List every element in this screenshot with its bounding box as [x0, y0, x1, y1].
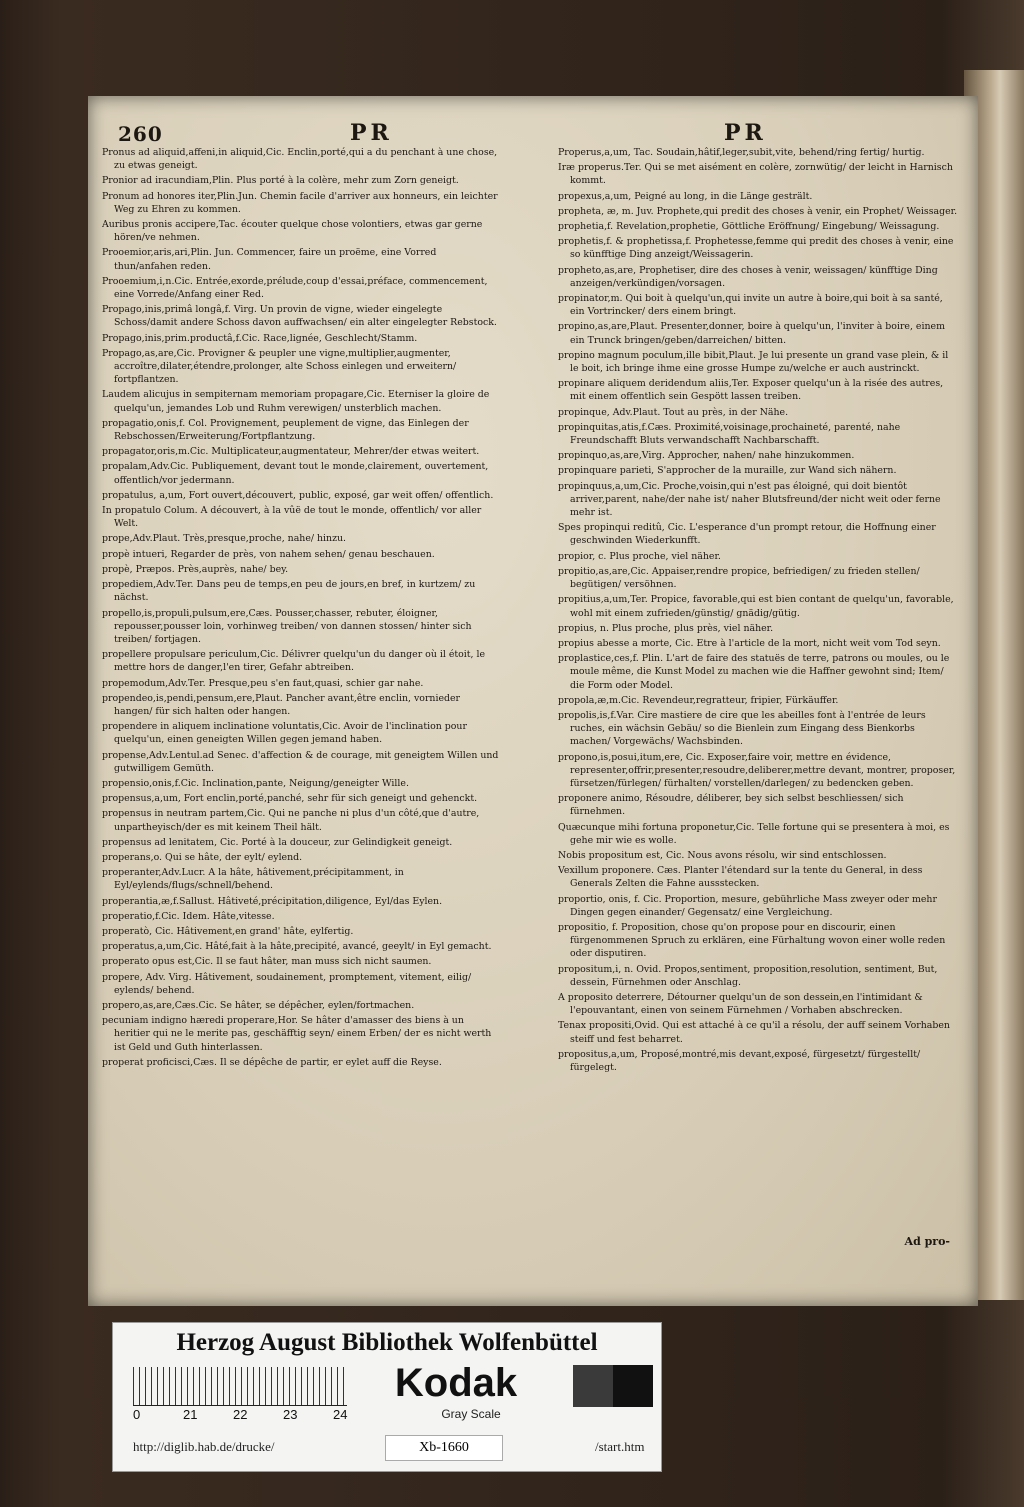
dictionary-entry: propediem,Adv.Ter. Dans peu de temps,en peu de jours,en bref, in kurtzem/ zu nächst.: [102, 579, 476, 604]
dictionary-entry: pecuniam indigno hæredi properare,Hor. Se hâter d'amasser des biens à un heritier qui ne le merite pas, geschäfftig seyn/ einem Erben/ der es nicht werth ist Geld und Guth hinterlassen.: [102, 1015, 492, 1053]
dictionary-entry: propagator,oris,m.Cic. Multiplicateur,augmentateur, Mehrer/der etwas weitert.: [102, 446, 480, 458]
left-column: [102, 146, 500, 1276]
dictionary-entry: propexus,a,um, Peigné au long, in die Länge gestrält.: [558, 190, 813, 202]
dictionary-entry: propinquus,a,um,Cic. Proche,voisin,qui n'est pas éloigné, qui doit bientôt arriver,parent, nahe/der nahe ist/ naher Blutsfreund/der nicht weit oder ferne mehr ist.: [558, 480, 941, 519]
dictionary-entry: In propatulo Colum. A découvert, à la vûë de tout le monde, offentlich/ vor aller Welt.: [102, 505, 482, 530]
dictionary-entry: propheto,as,are, Prophetiser, dire des choses à venir, weissagen/ künfftige Ding anzeigen/verkündigen/vorsagen.: [558, 264, 938, 289]
dictionary-entry: Pronior ad iracundiam,Plin. Plus porté à la colère, mehr zum Zorn geneigt.: [102, 175, 459, 187]
left-running-head: PR: [350, 120, 393, 146]
dictionary-entry: propendeo,is,pendi,pensum,ere,Plaut. Pancher avant,être enclin, vornieder hangen/ für sich halten oder hangen.: [102, 692, 461, 717]
dictionary-entry: properat proficisci,Cæs. Il se dépêche de partir, er eylet auff die Reyse.: [102, 1056, 442, 1068]
dictionary-entry: properatus,a,um,Cic. Hâté,fait à la hâte,precipité, avancé, geeylt/ in Eyl gemacht.: [102, 941, 492, 953]
source-url: http://diglib.hab.de/drucke/: [133, 1439, 275, 1454]
dictionary-entry: propinque, Adv.Plaut. Tout au près, in der Nähe.: [558, 406, 789, 418]
gray-swatch: [613, 1365, 653, 1407]
dictionary-entry: propheta, æ, m. Juv. Prophete,qui predit des choses à venir, ein Prophet/ Weissager.: [558, 205, 958, 217]
dictionary-entry: propense,Adv.Lentul.ad Senec. d'affection & de courage, mit geneigtem Willen und gutwilligem Gemüth.: [102, 749, 499, 774]
dictionary-entry: Pronus ad aliquid,affeni,in aliquid,Cic. Enclin,porté,qui a du penchant à une chose, zu etwas geneigt.: [102, 147, 498, 172]
dictionary-entry: Nobis propositum est, Cic. Nous avons résolu, wir sind entschlossen.: [558, 849, 887, 861]
dictionary-entry: properatio,f.Cic. Idem. Hâte,vitesse.: [102, 910, 275, 922]
dictionary-entry: Propago,inis,primâ longâ,f. Virg. Un provin de vigne, wieder eingelegte Schoss/damit andere Schoss davon auffwachsen/ ein alter eingelegter Rebstock.: [102, 304, 497, 329]
dictionary-entry: propola,æ,m.Cic. Revendeur,regratteur, fripier, Fürkäuffer.: [558, 694, 839, 706]
dictionary-entry: propendere in aliquem inclinatione voluntatis,Cic. Avoir de l'inclination pour quelqu'un, einen geneigten Willen gegen jemand haben.: [102, 721, 467, 746]
book-page: [88, 96, 978, 1306]
dictionary-entry: Propago,inis,prim.productâ,f.Cic. Race,lignée, Geschlecht/Stamm.: [102, 332, 418, 344]
dictionary-entry: Auribus pronis accipere,Tac. écouter quelque chose volontiers, etwas gar gerne hören/ve nehmen.: [102, 219, 483, 244]
dictionary-entry: Properus,a,um, Tac. Soudain,hâtif,leger,subit,vite, behend/ring fertig/ hurtig.: [558, 147, 925, 158]
dictionary-entry: propinquo,as,are,Virg. Approcher, nahen/ nahe hinzukommen.: [558, 450, 855, 462]
dictionary-entry: propolis,is,f.Var. Cire mastiere de cire que les abeilles font à l'entrée de leurs ruches, ein wächsin Gebäu/ so die Bienlein zum Eingang dess Bienkorbs machen/ Vorgewächs/ Wachsbinden.: [558, 709, 926, 748]
ruler-number: 22: [233, 1407, 248, 1422]
dictionary-entry: propinquare parieti, S'approcher de la muraille, zur Wand sich nähern.: [558, 465, 897, 477]
dictionary-entry: Quæcunque mihi fortuna proponetur,Cic. Telle fortune qui se presentera à moi, es gehe mir wie es wolle.: [558, 821, 950, 846]
dictionary-entry: propositio, f. Proposition, chose qu'on propose pour en discourir, einen fürgenommenen Spruch zu erklären, eine Fürhaltung wovon einer wolle reden oder disputiren.: [558, 921, 946, 960]
dictionary-entry: propinator,m. Qui boit à quelqu'un,qui invite un autre à boire,qui boit à sa santé, ein Vortrincker/ ders einem bringt.: [558, 293, 943, 318]
dictionary-entry: Prooemior,aris,ari,Plin. Jun. Commencer, faire un proëme, eine Vorred thun/anfahen reden.: [102, 247, 437, 272]
dictionary-entry: Tenax propositi,Ovid. Qui est attaché à ce qu'il a résolu, der auff seinem Vorhaben steiff und fest beharret.: [558, 1020, 950, 1045]
dictionary-entry: propellere propulsare periculum,Cic. Délivrer quelqu'un du danger où il étoit, le mettre hors de danger,l'en tirer, Gefahr abtreiben.: [102, 649, 486, 674]
dictionary-entry: Laudem alicujus in sempiternam memoriam propagare,Cic. Eterniser la gloire de quelqu'un, jemandes Lob und Ruhm verewigen/ unsterblich machen.: [102, 389, 490, 414]
dictionary-entry: propatulus, a,um, Fort ouvert,découvert, public, exposé, gar weit offen/ offentlich.: [102, 489, 494, 501]
shelfmark: Xb-1660: [385, 1435, 503, 1461]
dictionary-entry: properans,o. Qui se hâte, der eylt/ eylend.: [102, 851, 303, 863]
dictionary-entry: prophetis,f. & prophetissa,f. Prophetesse,femme qui predit des choses à venir, eine so künfftige Ding anzeigt/Weissagerin.: [558, 236, 954, 261]
dictionary-entry: Prooemium,i,n.Cic. Entrée,exorde,prélude,coup d'essai,préface, commencement, eine Vorrede/Anfang einer Red.: [102, 275, 488, 301]
dictionary-entry: A proposito deterrere, Détourner quelqu'un de son dessein,en l'intimidant & l'epouvantant, einen von seinem Fürnehmen / Vorhaben abschrecken.: [558, 991, 923, 1017]
dictionary-entry: propono,is,posui,itum,ere, Cic. Exposer,faire voir, mettre en évidence, representer,offrir,presenter,resoudre,deliberer,mettre devant, montrer, proposer, fürsetzen/fürlegen/ fürhalten/ vorstellen/darlegen/ zu bedencken geben.: [558, 751, 956, 789]
ruler-scale: [133, 1367, 347, 1406]
right-running-head: PR: [724, 120, 767, 146]
dictionary-entry: propius, n. Plus proche, plus près, viel näher.: [558, 622, 774, 634]
target-card: [112, 1322, 662, 1472]
dictionary-entry: propalam,Adv.Cic. Publiquement, devant tout le monde,clairement, ouvertement, offentlich/vor jedermann.: [102, 461, 489, 486]
dictionary-entry: propius abesse a morte, Cic. Etre à l'article de la mort, nicht weit vom Tod seyn.: [558, 637, 941, 649]
gray-swatch: [573, 1365, 613, 1407]
dictionary-entry: propero,as,are,Cæs.Cic. Se hâter, se dépêcher, eylen/fortmachen.: [102, 999, 415, 1011]
dictionary-entry: propè, Præpos. Près,auprès, nahe/ bey.: [102, 563, 289, 575]
dictionary-entry: proponere animo, Résoudre, déliberer, bey sich selbst beschliessen/ sich fürnehmen.: [558, 793, 904, 818]
dictionary-entry: propinare aliquem deridendum aliis,Ter. Exposer quelqu'un à la risée des autres, mit einem offentlich sein Gespött lassen treiben.: [558, 378, 944, 403]
dictionary-entry: proportio, onis, f. Cic. Proportion, mesure, gebührliche Mass zweyer oder mehr Dingen gegen einander/ Gegensatz/ eine Vergleichung.: [558, 893, 937, 918]
dictionary-entry: propensus ad lenitatem, Cic. Porté à la douceur, zur Gelindigkeit geneigt.: [102, 836, 453, 848]
dictionary-entry: propior, c. Plus proche, viel näher.: [558, 550, 721, 562]
gray-scale-label: Gray Scale: [441, 1407, 501, 1421]
dictionary-entry: propemodum,Adv.Ter. Presque,peu s'en faut,quasi, schier gar nahe.: [102, 677, 424, 689]
dictionary-entry: Vexillum proponere. Cæs. Planter l'étendard sur la tente du General, in dess Generals Zelten die Fahne aussstecken.: [558, 865, 923, 890]
dictionary-entry: propositus,a,um, Proposé,montré,mis devant,exposé, fürgesetzt/ fürgestellt/ fürgelegt.: [558, 1048, 921, 1073]
ruler-number: 21: [183, 1407, 198, 1422]
source-url-suffix: /start.htm: [595, 1439, 645, 1454]
dictionary-entry: properatò, Cic. Hâtivement,en grand' hâte, eylfertig.: [102, 925, 354, 937]
ruler-number: 24: [333, 1407, 348, 1422]
dictionary-entry: propino,as,are,Plaut. Presenter,donner, boire à quelqu'un, l'inviter à boire, einem ein Trunck bringen/geben/darreichen/ bitten.: [558, 321, 945, 346]
dictionary-entry: propositum,i, n. Ovid. Propos,sentiment, proposition,resolution, sentiment, But, dessein, Fürnehmen oder Anschlag.: [558, 963, 938, 988]
dictionary-entry: propitius,a,um,Ter. Propice, favorable,qui est bien contant de quelqu'un, favorable, wohl mit einem zufrieden/günstig/ gnädig/gütig.: [558, 594, 954, 619]
right-column: [558, 146, 958, 1276]
dictionary-entry: prophetia,f. Revelation,prophetie, Göttliche Eröffnung/ Eingebung/ Weissagung.: [558, 221, 940, 233]
dictionary-entry: propitio,as,are,Cic. Appaiser,rendre propice, befriedigen/ zu frieden stellen/ begütigen/ versöhnen.: [558, 565, 920, 591]
dictionary-entry: propensus,a,um, Fort enclin,porté,panché, sehr für sich geneigt und gehenckt.: [102, 793, 478, 805]
dictionary-entry: propinquitas,atis,f.Cæs. Proximité,voisinage,prochaineté, parenté, nahe Freundschafft Bluts verwandschafft Nachbarschafft.: [558, 421, 901, 447]
dictionary-entry: propello,is,propuli,pulsum,ere,Cæs. Pousser,chasser, rebuter, éloigner, repousser,pousser loin, vorhinweg treiben/ von dannen stossen/ hinter sich treiben/ fortjagen.: [102, 607, 472, 645]
dictionary-entry: Pronum ad honores iter,Plin.Jun. Chemin facile d'arriver aux honneurs, ein leichter Weg zu Ehren zu kommen.: [102, 190, 498, 215]
ruler-number: 23: [283, 1407, 298, 1422]
dictionary-entry: Propago,as,are,Cic. Provigner & peupler une vigne,multiplier,augmenter, accroître,dilater,étendre,prolonger, alte Schoss einlegen und erweitern/ fortpflantzen.: [102, 347, 457, 386]
ruler-number: 0: [133, 1407, 141, 1422]
dictionary-entry: propensus in neutram partem,Cic. Qui ne panche ni plus d'un côté,que d'autre, unpartheyisch/der es mit keinem Theil hält.: [102, 808, 480, 833]
catchword: Ad pro-: [904, 1235, 950, 1248]
dictionary-entry: Spes propinqui reditû, Cic. L'esperance d'un prompt retour, die Hoffnung einer geschwinden Wiederkunfft.: [558, 522, 936, 547]
dictionary-entry: propino magnum poculum,ille bibit,Plaut. Je lui presente un grand vase plein, & il le boit, ich bringe ihme eine grosse Humpe zu/welche er auch austrinckt.: [558, 349, 949, 375]
dictionary-entry: propagatio,onis,f. Col. Provignement, peuplement de vigne, das Einlegen der Rebschossen/Erweiterung/Fortpflantzung.: [102, 417, 469, 443]
dictionary-entry: propere, Adv. Virg. Hâtivement, soudainement, promptement, vitement, eilig/ eylends/ behend.: [102, 971, 472, 996]
kodak-logo: Kodak: [394, 1361, 518, 1405]
dictionary-entry: proplastice,ces,f. Plin. L'art de faire des statuës de terre, patrons ou moules, ou le moule même, die Kunst Model zu machen wie die Haffner gewohnt sind; Item/ die Form oder Model.: [558, 653, 950, 691]
dictionary-entry: properato opus est,Cic. Il se faut hâter, man muss sich nicht saumen.: [102, 956, 432, 968]
dictionary-entry: properanter,Adv.Lucr. A la hâte, hâtivement,précipitamment, in Eyl/eylends/flugs/schnell/behend.: [102, 867, 404, 892]
dictionary-entry: Iræ properus.Ter. Qui se met aisément en colère, zornwütig/ der leicht in Harnisch kommt.: [558, 162, 953, 187]
dictionary-entry: prope,Adv.Plaut. Très,presque,proche, nahe/ hinzu.: [102, 533, 347, 545]
dictionary-entry: propensio,onis,f.Cic. Inclination,pante, Neigung/geneigter Wille.: [102, 777, 409, 789]
library-title: Herzog August Bibliothek Wolfenbüttel: [176, 1329, 598, 1356]
dictionary-entry: properantia,æ,f.Sallust. Hâtiveté,précipitation,diligence, Eyl/das Eylen.: [102, 895, 443, 907]
page-number: 260: [118, 122, 163, 146]
dictionary-entry: propè intueri, Regarder de près, von nahem sehen/ genau beschauen.: [102, 548, 435, 560]
